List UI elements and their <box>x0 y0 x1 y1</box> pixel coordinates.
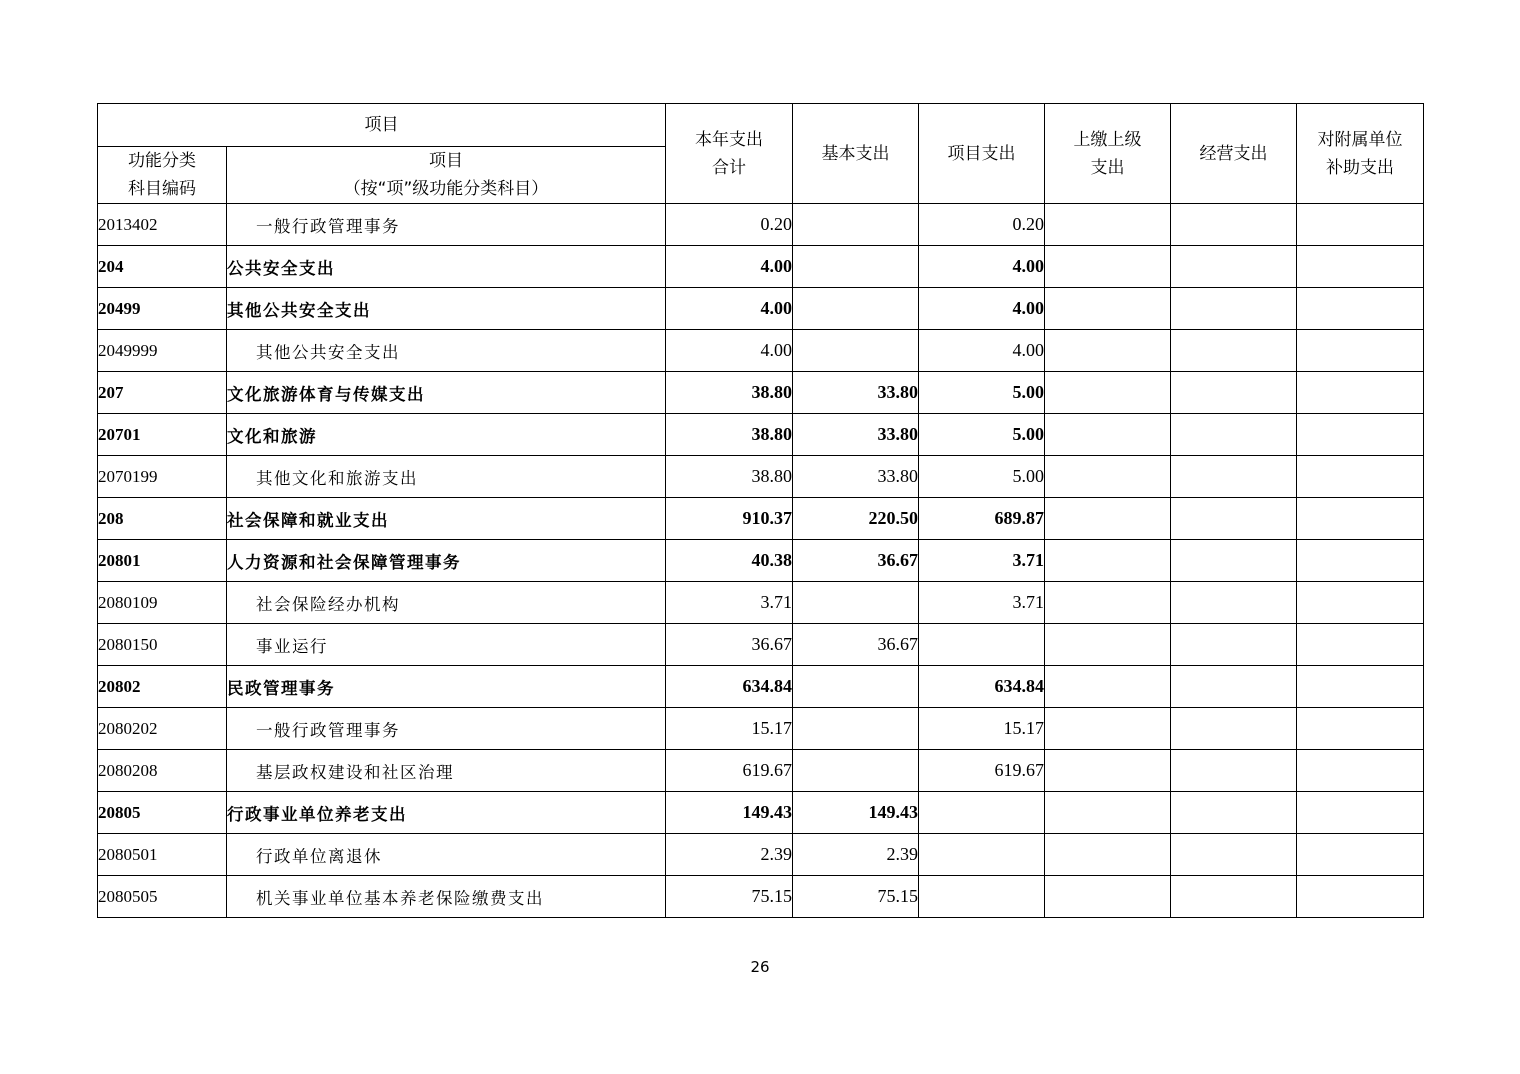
row-upper <box>1045 246 1171 288</box>
row-basic: 149.43 <box>793 792 919 834</box>
row-name: 其他公共安全支出 <box>227 330 666 372</box>
row-code: 2080150 <box>98 624 227 666</box>
row-project: 4.00 <box>919 288 1045 330</box>
row-total: 0.20 <box>666 204 793 246</box>
row-basic: 36.67 <box>793 540 919 582</box>
row-total: 4.00 <box>666 288 793 330</box>
row-operating <box>1171 498 1297 540</box>
header-code-line1: 功能分类 <box>128 151 196 171</box>
row-upper <box>1045 456 1171 498</box>
row-basic <box>793 708 919 750</box>
table-row <box>98 708 1424 750</box>
row-total: 38.80 <box>666 414 793 456</box>
row-name: 其他公共安全支出 <box>227 288 666 330</box>
row-basic: 75.15 <box>793 876 919 918</box>
row-upper <box>1045 414 1171 456</box>
header-project: 项目支出 <box>919 104 1045 204</box>
row-basic <box>793 246 919 288</box>
header-code <box>98 147 227 204</box>
row-operating <box>1171 582 1297 624</box>
table-row <box>98 372 1424 414</box>
row-operating <box>1171 330 1297 372</box>
row-name: 机关事业单位基本养老保险缴费支出 <box>227 876 666 918</box>
header-subsidy-line1: 对附属单位 <box>1317 129 1403 150</box>
row-upper <box>1045 288 1171 330</box>
row-code: 207 <box>98 372 227 414</box>
table-row <box>98 288 1424 330</box>
row-upper <box>1045 792 1171 834</box>
row-code: 20802 <box>98 666 227 708</box>
row-subsidy <box>1297 246 1424 288</box>
row-subsidy <box>1297 750 1424 792</box>
row-subsidy <box>1297 708 1424 750</box>
row-upper <box>1045 624 1171 666</box>
row-project: 5.00 <box>919 414 1045 456</box>
row-operating <box>1171 540 1297 582</box>
row-project <box>919 876 1045 918</box>
row-operating <box>1171 666 1297 708</box>
row-basic <box>793 750 919 792</box>
table-row <box>98 624 1424 666</box>
table-body <box>98 204 1424 918</box>
row-subsidy <box>1297 414 1424 456</box>
table-row <box>98 582 1424 624</box>
row-upper <box>1045 708 1171 750</box>
row-operating <box>1171 792 1297 834</box>
expenditure-table <box>97 103 1424 918</box>
row-total: 3.71 <box>666 582 793 624</box>
row-subsidy <box>1297 666 1424 708</box>
row-total: 38.80 <box>666 372 793 414</box>
row-subsidy <box>1297 624 1424 666</box>
table-header <box>98 104 1424 204</box>
row-operating <box>1171 204 1297 246</box>
row-code: 20499 <box>98 288 227 330</box>
row-total: 36.67 <box>666 624 793 666</box>
header-code-line2: 科目编码 <box>128 179 196 199</box>
row-upper <box>1045 498 1171 540</box>
table-row <box>98 330 1424 372</box>
row-project <box>919 792 1045 834</box>
row-upper <box>1045 540 1171 582</box>
row-subsidy <box>1297 456 1424 498</box>
row-code: 2080109 <box>98 582 227 624</box>
row-operating <box>1171 750 1297 792</box>
row-basic: 36.67 <box>793 624 919 666</box>
row-total: 75.15 <box>666 876 793 918</box>
table-row <box>98 792 1424 834</box>
row-basic <box>793 204 919 246</box>
row-code: 20805 <box>98 792 227 834</box>
row-name: 行政事业单位养老支出 <box>227 792 666 834</box>
table-row <box>98 666 1424 708</box>
row-total: 2.39 <box>666 834 793 876</box>
row-code: 2080208 <box>98 750 227 792</box>
row-upper <box>1045 666 1171 708</box>
row-basic <box>793 666 919 708</box>
row-code: 2013402 <box>98 204 227 246</box>
row-code: 2049999 <box>98 330 227 372</box>
row-code: 2070199 <box>98 456 227 498</box>
row-upper <box>1045 750 1171 792</box>
row-project: 619.67 <box>919 750 1045 792</box>
row-subsidy <box>1297 792 1424 834</box>
row-subsidy <box>1297 540 1424 582</box>
row-upper <box>1045 372 1171 414</box>
row-project: 4.00 <box>919 330 1045 372</box>
row-upper <box>1045 834 1171 876</box>
row-operating <box>1171 708 1297 750</box>
row-name: 民政管理事务 <box>227 666 666 708</box>
row-name: 社会保障和就业支出 <box>227 498 666 540</box>
row-project: 634.84 <box>919 666 1045 708</box>
row-project: 0.20 <box>919 204 1045 246</box>
header-basic: 基本支出 <box>793 104 919 204</box>
row-name: 公共安全支出 <box>227 246 666 288</box>
row-basic <box>793 288 919 330</box>
row-basic: 2.39 <box>793 834 919 876</box>
row-name: 基层政权建设和社区治理 <box>227 750 666 792</box>
row-operating <box>1171 834 1297 876</box>
row-subsidy <box>1297 204 1424 246</box>
row-project: 689.87 <box>919 498 1045 540</box>
table-row <box>98 498 1424 540</box>
header-subsidy <box>1297 104 1424 204</box>
row-code: 2080505 <box>98 876 227 918</box>
row-total: 38.80 <box>666 456 793 498</box>
header-project-group: 项目 <box>98 104 666 147</box>
row-name: 一般行政管理事务 <box>227 708 666 750</box>
table-row <box>98 246 1424 288</box>
header-total <box>666 104 793 204</box>
row-project: 5.00 <box>919 456 1045 498</box>
row-subsidy <box>1297 288 1424 330</box>
row-code: 2080202 <box>98 708 227 750</box>
row-name: 一般行政管理事务 <box>227 204 666 246</box>
table-row <box>98 876 1424 918</box>
row-operating <box>1171 624 1297 666</box>
row-operating <box>1171 414 1297 456</box>
row-basic: 220.50 <box>793 498 919 540</box>
row-name: 事业运行 <box>227 624 666 666</box>
header-upper-line2: 支出 <box>1090 157 1125 178</box>
row-basic: 33.80 <box>793 456 919 498</box>
row-total: 619.67 <box>666 750 793 792</box>
row-upper <box>1045 204 1171 246</box>
table-row <box>98 414 1424 456</box>
row-total: 4.00 <box>666 330 793 372</box>
row-subsidy <box>1297 372 1424 414</box>
row-total: 149.43 <box>666 792 793 834</box>
header-upper-line1: 上缴上级 <box>1073 129 1142 150</box>
row-name: 其他文化和旅游支出 <box>227 456 666 498</box>
row-subsidy <box>1297 330 1424 372</box>
row-name: 文化旅游体育与传媒支出 <box>227 372 666 414</box>
row-operating <box>1171 876 1297 918</box>
row-project: 15.17 <box>919 708 1045 750</box>
row-basic <box>793 330 919 372</box>
header-total-line1: 本年支出 <box>695 129 763 150</box>
header-operating: 经营支出 <box>1171 104 1297 204</box>
row-total: 910.37 <box>666 498 793 540</box>
header-subsidy-line2: 补助支出 <box>1326 157 1394 178</box>
row-basic <box>793 582 919 624</box>
header-item-line2: （按“项”级功能分类科目） <box>343 179 549 199</box>
header-item-line1: 项目 <box>429 151 463 171</box>
row-operating <box>1171 372 1297 414</box>
row-code: 204 <box>98 246 227 288</box>
row-project: 4.00 <box>919 246 1045 288</box>
row-upper <box>1045 582 1171 624</box>
row-code: 208 <box>98 498 227 540</box>
row-subsidy <box>1297 834 1424 876</box>
table-row <box>98 456 1424 498</box>
row-basic: 33.80 <box>793 414 919 456</box>
row-total: 634.84 <box>666 666 793 708</box>
row-code: 20701 <box>98 414 227 456</box>
row-total: 4.00 <box>666 246 793 288</box>
row-name: 社会保险经办机构 <box>227 582 666 624</box>
row-name: 人力资源和社会保障管理事务 <box>227 540 666 582</box>
table-row <box>98 540 1424 582</box>
header-item <box>227 147 666 204</box>
table-row <box>98 834 1424 876</box>
row-project: 5.00 <box>919 372 1045 414</box>
row-subsidy <box>1297 498 1424 540</box>
row-project <box>919 624 1045 666</box>
page-number: 26 <box>750 958 770 976</box>
row-operating <box>1171 288 1297 330</box>
row-upper <box>1045 876 1171 918</box>
table-row <box>98 750 1424 792</box>
table-row <box>98 204 1424 246</box>
row-code: 2080501 <box>98 834 227 876</box>
row-basic: 33.80 <box>793 372 919 414</box>
row-project: 3.71 <box>919 582 1045 624</box>
row-total: 15.17 <box>666 708 793 750</box>
header-total-line2: 合计 <box>712 157 746 178</box>
row-upper <box>1045 330 1171 372</box>
row-project: 3.71 <box>919 540 1045 582</box>
row-subsidy <box>1297 582 1424 624</box>
row-name: 文化和旅游 <box>227 414 666 456</box>
row-name: 行政单位离退休 <box>227 834 666 876</box>
row-subsidy <box>1297 876 1424 918</box>
header-upper <box>1045 104 1171 204</box>
row-total: 40.38 <box>666 540 793 582</box>
row-operating <box>1171 246 1297 288</box>
row-code: 20801 <box>98 540 227 582</box>
row-operating <box>1171 456 1297 498</box>
row-project <box>919 834 1045 876</box>
